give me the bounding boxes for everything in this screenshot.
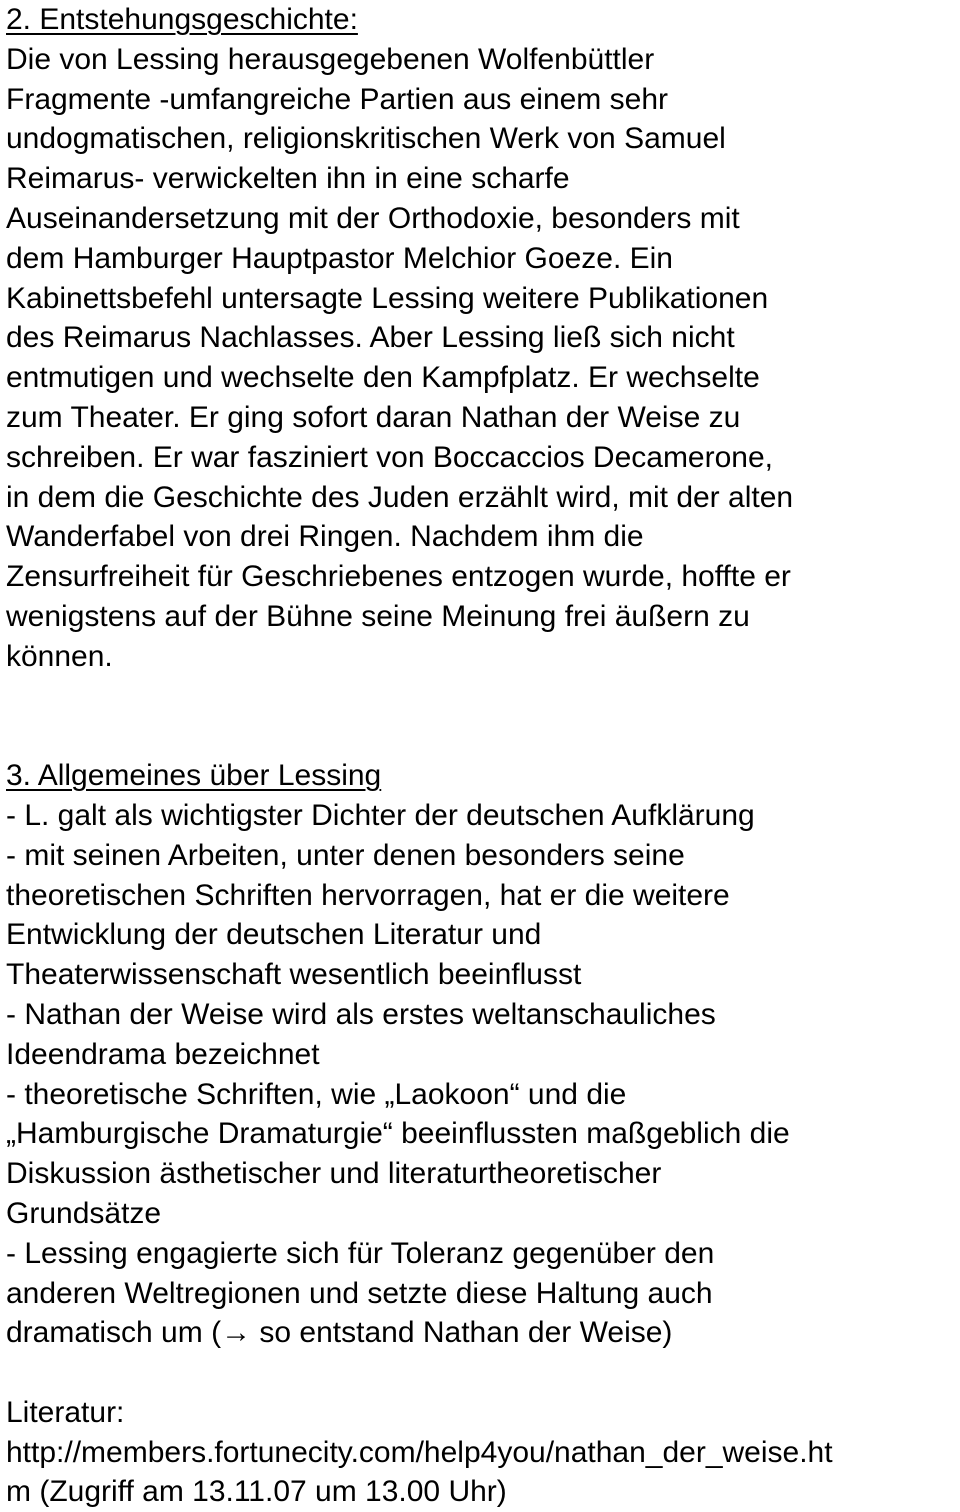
section-3-line: Entwicklung der deutschen Literatur und — [6, 918, 542, 952]
section-3-line: Diskussion ästhetischer und literaturtheoretischer — [6, 1157, 662, 1191]
section-3-last-line-start: dramatisch um ( — [6, 1316, 222, 1350]
section-2-line: des Reimarus Nachlasses. Aber Lessing ließ sich nicht — [6, 321, 735, 355]
section-2-line: zum Theater. Er ging sofort daran Nathan der Weise zu — [6, 400, 741, 434]
section-2-line: Zensurfreiheit für Geschriebenes entzogen wurde, hoffte er — [6, 560, 791, 594]
section-3-line: - theoretische Schriften, wie „Laokoon“ und die — [6, 1077, 627, 1111]
section-2-line: Auseinandersetzung mit der Orthodoxie, besonders mit — [6, 201, 740, 235]
section-3-line: - Nathan der Weise wird als erstes weltanschauliches — [6, 997, 716, 1031]
section-3-line: Ideendrama bezeichnet — [6, 1037, 320, 1071]
section-2-line: dem Hamburger Hauptpastor Melchior Goeze. Ein — [6, 241, 673, 275]
section-2-line: wenigstens auf der Bühne seine Meinung frei äußern zu — [6, 599, 750, 633]
section-2-line: Die von Lessing herausgegebenen Wolfenbüttler — [6, 42, 655, 76]
section-2-line: Fragmente -umfangreiche Partien aus einem sehr — [6, 82, 668, 116]
literature-access-date: m (Zugriff am 13.11.07 um 13.00 Uhr) — [6, 1475, 507, 1509]
section-3-heading: 3. Allgemeines über Lessing — [6, 759, 382, 793]
arrow-right-icon: → — [221, 1316, 252, 1350]
literature-url: http://members.fortunecity.com/help4you/nathan_der_weise.ht — [6, 1435, 833, 1469]
document-page — [6, 0, 956, 1512]
section-2-line: entmutigen und wechselte den Kampfplatz. Er wechselte — [6, 361, 760, 395]
section-2-line: Wanderfabel von drei Ringen. Nachdem ihm die — [6, 520, 644, 554]
section-2-line: Kabinettsbefehl untersagte Lessing weitere Publikationen — [6, 281, 769, 315]
section-spacer — [6, 677, 956, 757]
section-3-last-line-end: so entstand Nathan der Weise) — [251, 1316, 673, 1350]
section-3-line: Grundsätze — [6, 1196, 162, 1230]
section-2-heading: 2. Entstehungsgeschichte: — [6, 3, 358, 36]
literature-label: Literatur: — [6, 1395, 125, 1429]
section-3-line: Theaterwissenschaft wesentlich beeinflusst — [6, 958, 582, 992]
section-2-line: können. — [6, 639, 113, 673]
literature-spacer — [6, 1353, 956, 1393]
section-3-line: - Lessing engagierte sich für Toleranz gegenüber den — [6, 1236, 715, 1270]
section-2-line: undogmatischen, religionskritischen Werk von Samuel — [6, 122, 726, 156]
section-2-line: schreiben. Er war fasziniert von Boccaccios Decamerone, — [6, 440, 773, 474]
section-3-line: anderen Weltregionen und setzte diese Haltung auch — [6, 1276, 713, 1310]
section-2-line: in dem die Geschichte des Juden erzählt wird, mit der alten — [6, 480, 794, 514]
section-3-last-line — [6, 1313, 956, 1353]
section-3-line: - mit seinen Arbeiten, unter denen besonders seine — [6, 838, 685, 872]
section-3-line: „Hamburgische Dramaturgie“ beeinflussten maßgeblich die — [6, 1117, 790, 1151]
section-3-line: theoretischen Schriften hervorragen, hat er die weitere — [6, 878, 730, 912]
section-3-line: - L. galt als wichtigster Dichter der deutschen Aufklärung — [6, 798, 755, 832]
section-2-line: Reimarus- verwickelten ihn in eine scharfe — [6, 162, 570, 196]
